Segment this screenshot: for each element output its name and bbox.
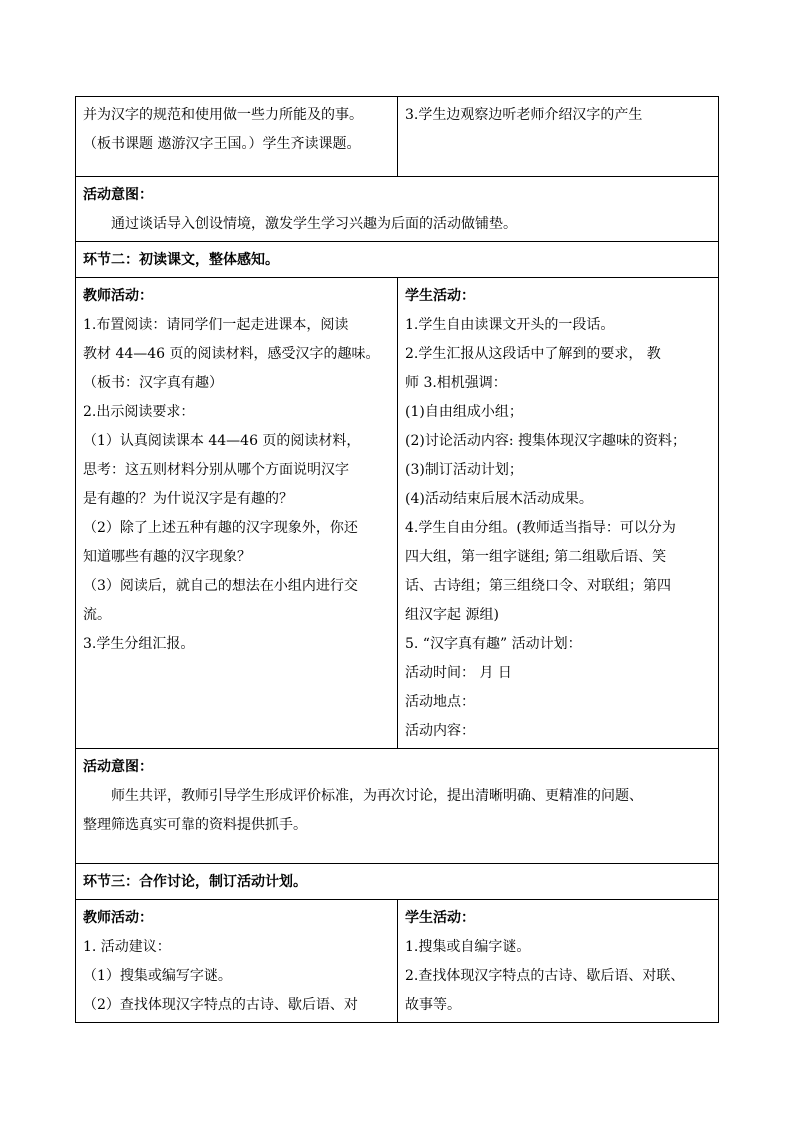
text-line: 4.学生自由分组。(教师适当指导：可以分为	[405, 520, 676, 536]
intent-text: 通过谈话导入创设情境，激发学生学习兴趣为后面的活动做铺垫。	[111, 216, 517, 232]
text-line: 流。	[83, 607, 111, 623]
text-line: 并为汉字的规范和使用做一些力所能及的事。	[83, 107, 363, 123]
text-line: 1.布置阅读：请同学们一起走进课本，阅读	[83, 317, 349, 333]
teacher-cell-intro	[76, 97, 398, 177]
teacher-activity-cell	[76, 278, 398, 749]
text-line: 四大组，第一组字谜组; 第二组歇后语、笑	[405, 549, 667, 565]
student-activity-cell	[398, 900, 719, 1023]
text-line: 知道哪些有趣的汉字现象？	[83, 549, 251, 565]
text-line: 2.出示阅读要求：	[83, 404, 195, 420]
text-line: 活动内容：	[405, 723, 475, 739]
text-line: （板书：汉字真有趣）	[83, 375, 223, 391]
row-section-2	[76, 242, 719, 278]
section-title: 环节二：初读课文，整体感知。	[83, 252, 279, 268]
row-activities-3	[76, 900, 719, 1023]
section-heading-3	[76, 864, 719, 900]
text-line: (2)讨论活动内容: 搜集体现汉字趣味的资料；	[405, 433, 686, 449]
intent-text: 整理筛选真实可靠的资料提供抓手。	[83, 817, 307, 833]
intent-cell-2	[76, 749, 719, 864]
intent-text: 师生共评，教师引导学生形成评价标准，为再次讨论，提出清晰明确、更精准的问题、	[111, 788, 643, 804]
text-line: 1. 活动建议：	[83, 939, 171, 955]
text-line: 2.查找体现汉字特点的古诗、歇后语、对联、	[405, 968, 685, 984]
student-cell-intro	[398, 97, 719, 177]
intent-title: 活动意图：	[83, 187, 153, 203]
text-line: (4)活动结束后展木活动成果。	[405, 491, 593, 507]
text-line: 3.学生边观察边听老师介绍汉字的产生	[405, 107, 643, 123]
teacher-activity-title: 教师活动：	[83, 288, 153, 304]
intent-cell-1	[76, 177, 719, 242]
teacher-activity-title: 教师活动：	[83, 910, 153, 926]
row-section-3	[76, 864, 719, 900]
section-heading-2	[76, 242, 719, 278]
row-intent-1	[76, 177, 719, 242]
student-activity-title: 学生活动：	[405, 910, 475, 926]
text-line: （1）认真阅读课本 44—46 页的阅读材料，	[83, 433, 361, 449]
row-intro-continued	[76, 97, 719, 177]
text-line: 5. “汉字真有趣” 活动计划：	[405, 636, 582, 652]
row-activities-2	[76, 278, 719, 749]
text-line: 故事等。	[405, 997, 461, 1013]
text-line: 话、古诗组；第三组绕口令、对联组；第四	[405, 578, 671, 594]
text-line: 活动时间： 月 日	[405, 665, 512, 681]
text-line: 思考：这五则材料分别从哪个方面说明汉字	[83, 462, 349, 478]
text-line: 2.学生汇报从这段话中了解到的要求， 教	[405, 346, 661, 362]
text-line: 教材 44—46 页的阅读材料，感受汉字的趣味。	[83, 346, 380, 362]
text-line: （1）搜集或编写字谜。	[83, 968, 232, 984]
text-line: 1.搜集或自编字谜。	[405, 939, 531, 955]
text-line: 1.学生自由读课文开头的一段话。	[405, 317, 615, 333]
student-activity-cell	[398, 278, 719, 749]
text-line: （2）查找体现汉字特点的古诗、歇后语、对	[83, 997, 358, 1013]
text-line: 3.学生分组汇报。	[83, 636, 195, 652]
row-intent-2	[76, 749, 719, 864]
text-line: 师 3.相机强调：	[405, 375, 507, 391]
student-activity-title: 学生活动：	[405, 288, 475, 304]
text-line: （板书课题 遨游汉字王国。）学生齐读课题。	[83, 136, 361, 152]
text-line: （3）阅读后，就自己的想法在小组内进行交	[83, 578, 358, 594]
intent-title: 活动意图：	[83, 759, 153, 775]
text-line: （2）除了上述五种有趣的汉字现象外，你还	[83, 520, 358, 536]
lesson-plan-table	[75, 96, 719, 1023]
text-line: 活动地点：	[405, 694, 475, 710]
text-line: 组汉字起 源组)	[405, 607, 499, 623]
text-line: 是有趣的？为什说汉字是有趣的？	[83, 491, 293, 507]
text-line: (1)自由组成小组；	[405, 404, 523, 420]
text-line: (3)制订活动计划；	[405, 462, 523, 478]
teacher-activity-cell	[76, 900, 398, 1023]
section-title: 环节三：合作讨论，制订活动计划。	[83, 874, 307, 890]
